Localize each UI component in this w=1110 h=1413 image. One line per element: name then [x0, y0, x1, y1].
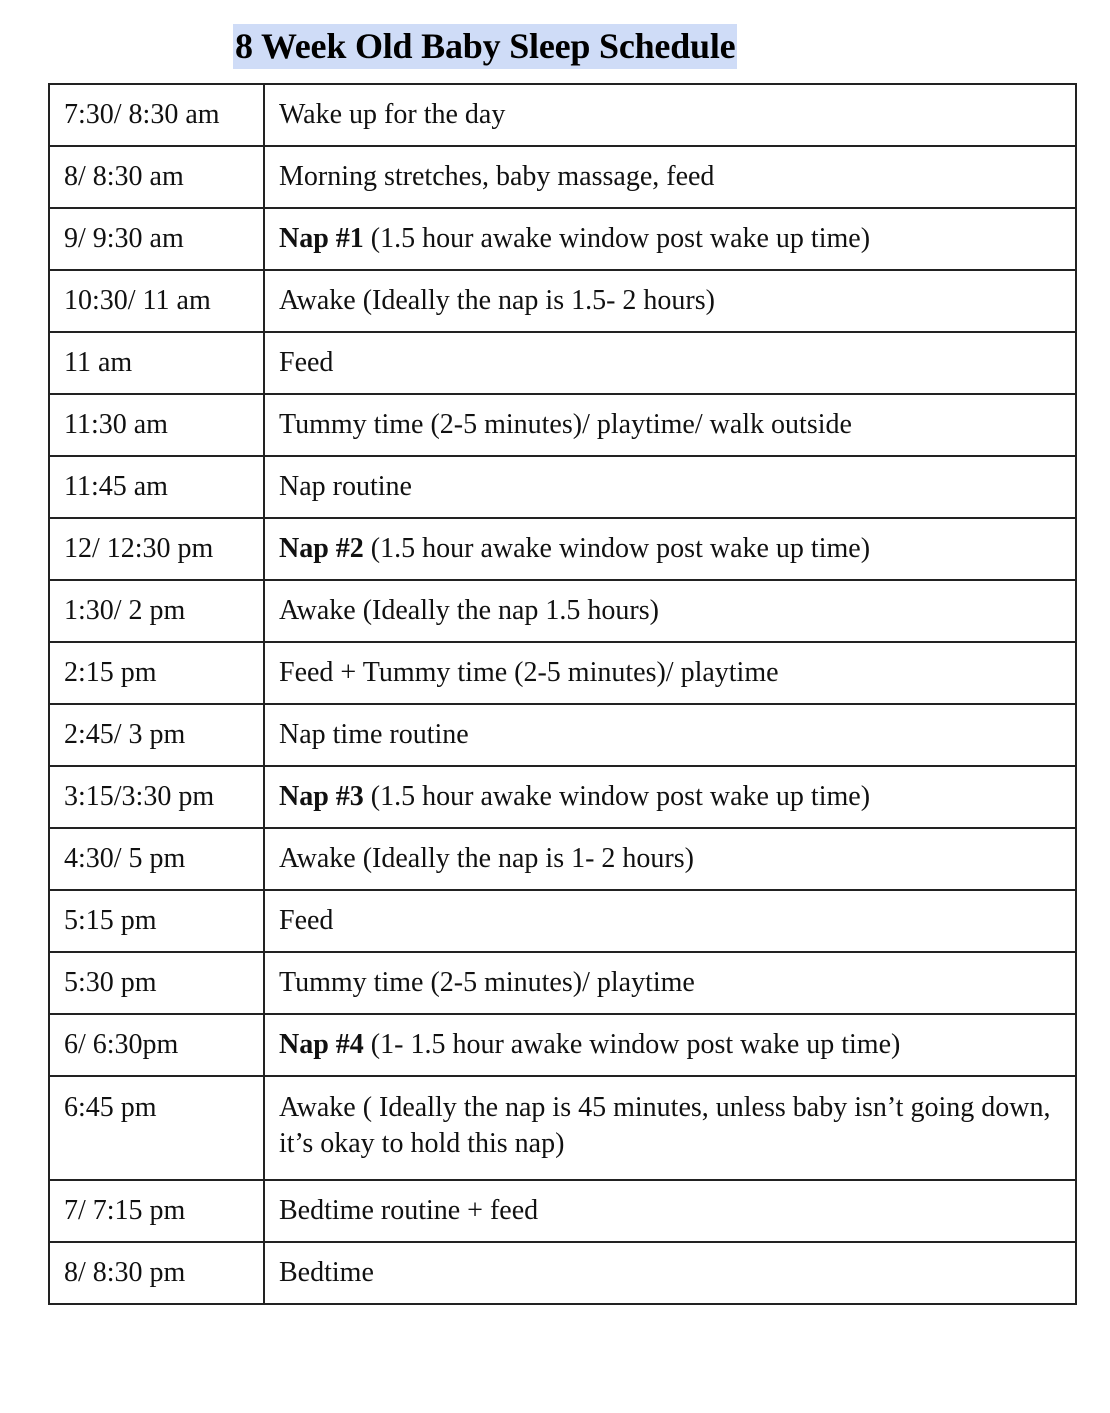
table-row	[49, 766, 1076, 828]
table-row	[49, 1014, 1076, 1076]
table-row	[49, 208, 1076, 270]
table-row	[49, 84, 1076, 146]
activity-cell	[264, 580, 1076, 642]
table-row	[49, 828, 1076, 890]
time-cell: 2:45/ 3 pm	[49, 704, 264, 766]
table-row	[49, 1076, 1076, 1180]
activity-text: Bedtime	[279, 1257, 374, 1288]
activity-text: (1.5 hour awake window post wake up time)	[363, 781, 871, 812]
activity-cell	[264, 890, 1076, 952]
activity-cell	[264, 1242, 1076, 1304]
activity-cell	[264, 146, 1076, 208]
time-cell: 6:45 pm	[49, 1076, 264, 1180]
time-cell: 9/ 9:30 am	[49, 208, 264, 270]
time-cell: 10:30/ 11 am	[49, 270, 264, 332]
schedule-table	[48, 83, 1077, 1305]
table-row	[49, 642, 1076, 704]
activity-cell	[264, 208, 1076, 270]
table-row	[49, 146, 1076, 208]
activity-text: (1.5 hour awake window post wake up time)	[363, 223, 871, 254]
activity-text: Awake (Ideally the nap is 1- 2 hours)	[279, 843, 694, 874]
activity-text: Morning stretches, baby massage, feed	[279, 161, 715, 192]
activity-text: Wake up for the day	[279, 99, 506, 130]
time-cell: 5:15 pm	[49, 890, 264, 952]
nap-label: Nap #2	[279, 533, 364, 564]
time-cell: 4:30/ 5 pm	[49, 828, 264, 890]
time-cell: 7/ 7:15 pm	[49, 1180, 264, 1242]
table-row	[49, 456, 1076, 518]
activity-text: Feed + Tummy time (2-5 minutes)/ playtime	[279, 657, 779, 688]
activity-text: Bedtime routine + feed	[279, 1195, 539, 1226]
table-row	[49, 580, 1076, 642]
table-row	[49, 890, 1076, 952]
table-row	[49, 332, 1076, 394]
activity-cell	[264, 1076, 1076, 1180]
activity-cell	[264, 704, 1076, 766]
table-row	[49, 1180, 1076, 1242]
activity-cell	[264, 270, 1076, 332]
nap-label: Nap #4	[279, 1029, 364, 1060]
activity-text: Tummy time (2-5 minutes)/ playtime	[279, 967, 695, 998]
table-row	[49, 394, 1076, 456]
time-cell: 2:15 pm	[49, 642, 264, 704]
activity-text: Tummy time (2-5 minutes)/ playtime/ walk outside	[279, 409, 852, 440]
nap-label: Nap #3	[279, 781, 364, 812]
activity-cell	[264, 394, 1076, 456]
activity-text: Awake (Ideally the nap is 1.5- 2 hours)	[279, 285, 715, 316]
time-cell: 12/ 12:30 pm	[49, 518, 264, 580]
activity-cell	[264, 1014, 1076, 1076]
table-row	[49, 952, 1076, 1014]
activity-text: Awake (Ideally the nap 1.5 hours)	[279, 595, 659, 626]
time-cell: 8/ 8:30 pm	[49, 1242, 264, 1304]
time-cell: 5:30 pm	[49, 952, 264, 1014]
activity-cell	[264, 84, 1076, 146]
time-cell: 8/ 8:30 am	[49, 146, 264, 208]
activity-text: (1- 1.5 hour awake window post wake up time)	[363, 1029, 901, 1060]
time-cell: 1:30/ 2 pm	[49, 580, 264, 642]
activity-cell	[264, 456, 1076, 518]
table-row	[49, 270, 1076, 332]
activity-cell	[264, 332, 1076, 394]
activity-cell	[264, 642, 1076, 704]
title-container	[233, 24, 737, 69]
activity-cell	[264, 766, 1076, 828]
table-row	[49, 1242, 1076, 1304]
table-row	[49, 518, 1076, 580]
activity-cell	[264, 1180, 1076, 1242]
activity-text: Nap routine	[279, 471, 412, 502]
table-row	[49, 704, 1076, 766]
time-cell: 3:15/3:30 pm	[49, 766, 264, 828]
activity-text: Nap time routine	[279, 719, 469, 750]
activity-text: Awake ( Ideally the nap is 45 minutes, unless baby isn’t going down, it’s okay to hold this nap)	[279, 1092, 1051, 1159]
activity-text: (1.5 hour awake window post wake up time)	[363, 533, 871, 564]
activity-text: Feed	[279, 905, 334, 936]
time-cell: 11:45 am	[49, 456, 264, 518]
time-cell: 7:30/ 8:30 am	[49, 84, 264, 146]
time-cell: 6/ 6:30pm	[49, 1014, 264, 1076]
activity-cell	[264, 518, 1076, 580]
activity-cell	[264, 952, 1076, 1014]
page-title: 8 Week Old Baby Sleep Schedule	[233, 24, 737, 69]
activity-text: Feed	[279, 347, 334, 378]
activity-cell	[264, 828, 1076, 890]
time-cell: 11:30 am	[49, 394, 264, 456]
time-cell: 11 am	[49, 332, 264, 394]
nap-label: Nap #1	[279, 223, 364, 254]
